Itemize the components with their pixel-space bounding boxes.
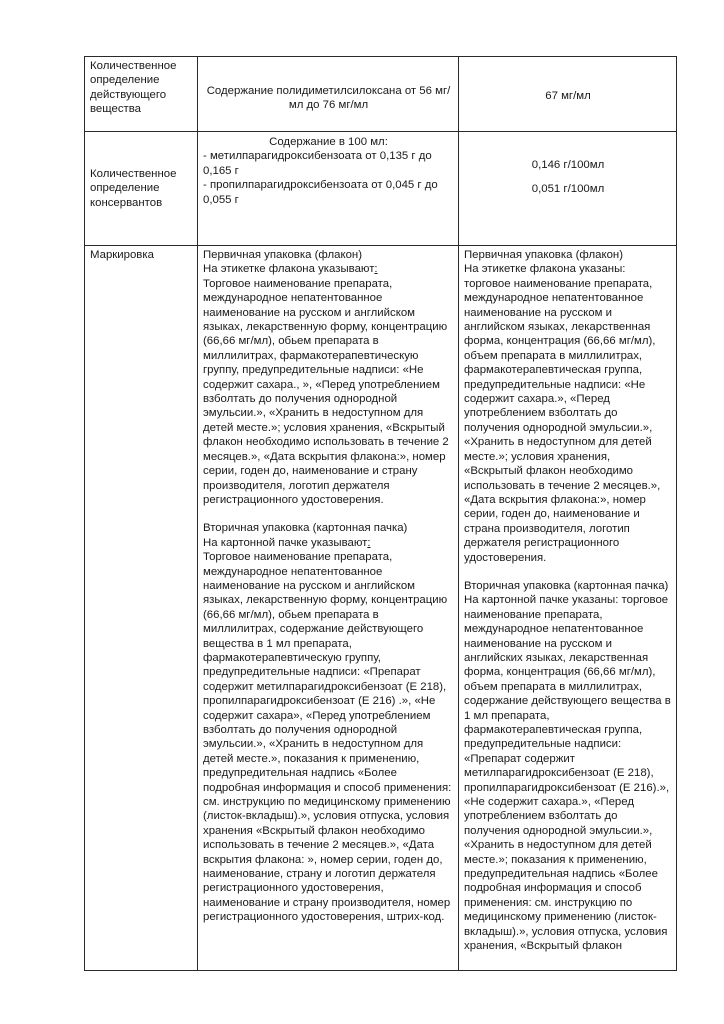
result-cell	[459, 132, 677, 246]
intro-colon: :	[374, 263, 378, 276]
paragraph-gap	[464, 565, 672, 579]
requirement-line: - метилпарагидроксибензоата от 0,135 г до 0,165 г	[203, 150, 432, 177]
result-cell: 67 мг/мл	[459, 57, 677, 132]
result-value: 0,051 г/100мл	[531, 183, 605, 196]
secondary-package-text: Торговое наименование препарата, международное непатентованное наименование на русском и английском языках, лекарственную форму, концентрацию (66,66 мг/мл), обьем препарата в миллилитрах, содержание действующего вещества в 1 мл препарата, фармакотерапевтическую группу, предупредительные надписи: «Препарат содержит метилпарагидроксибензоат (Е 218), пропилпарагидроксибензоат (Е 216) .», «Не содержит сахара», «Перед употреблением взболтать до получения однородной эмульсии.», «Хранить в недоступном для детей месте.», показания к применению, предупредительная надпись «Более подробная информация и способ применения: см. инструкцию по медицинскому применению (листок-вкладыш).», условия отпуска, условия хранения «Вскрытый флакон необходимо использовать в течение 2 месяцев.», «Дата вскрытия флакона: », номер серии, годен до, наименование, страну и логотип держателя регистрационного удостоверения, наименование и страну производителя, номер регистрационного удостоверения, штрих-код.	[203, 551, 452, 924]
secondary-package-title: Вторичная упаковка (картонная пачка)	[203, 522, 408, 535]
primary-package-title: Первичная упаковка (флакон)	[464, 249, 624, 261]
result-cell	[459, 246, 677, 971]
table-row	[85, 246, 677, 971]
parameter-cell: Маркировка	[85, 246, 198, 971]
paragraph-gap	[203, 507, 454, 521]
intro-text: На картонной пачке указывают	[203, 536, 368, 549]
requirement-header: Содержание в 100 мл:	[269, 136, 388, 148]
result-value: 0,146 г/100мл	[531, 159, 605, 171]
primary-package-title: Первичная упаковка (флакон)	[203, 249, 363, 261]
specification-table	[84, 56, 677, 971]
primary-package-text: На этикетке флакона указаны: торговое наименование препарата, международное непатентованное наименование на русском и английском языках, лекарственная форма, концентрация (66,66 мг/мл), объем препарата в миллилитрах, фармакотерапевтическая группа, предупредительные надписи: «Не содержит сахара.», «Перед употреблением взболтать до получения однородной эмульсии.», «Хранить в недоступном для детей месте.»; условия хранения, «Вскрытый флакон необходимо использовать в течение 2 месяцев.», «Дата вскрытия флакона:», номер серии, годен до, наименование и страна производителя, логотип держателя регистрационного удостоверения.	[464, 263, 661, 564]
table-row	[85, 132, 677, 246]
primary-package-intro	[203, 262, 454, 276]
requirement-cell	[198, 132, 459, 246]
primary-package-text: Торговое наименование препарата, международное непатентованное наименование на русском и английском языках, лекарственную форму, концентрацию (66,66 мг/мл), обьем препарата в миллилитрах, фармакотерапевтическую группу, предупредительные надписи: «Не содержит сахара., », «Перед употреблением взболтать до получения однородной эмульсии.», «Хранить в недоступном для детей месте.»; условия хранения, «Вскрытый флакон необходимо использовать в течение 2 месяцев.», «Дата вскрытия флакона:», номер серии, годен до, наименование и страну производителя, логотип держателя регистрационного удостоверения.	[203, 277, 449, 506]
requirement-line: - пропилпарагидроксибензоата от 0,045 г до 0,055 г	[203, 179, 438, 206]
secondary-package-text: На картонной пачке указаны: торговое наименование препарата, международное непатентованное наименование на русском и английских языках, лекарственная форма, концентрация (66,66 мг/мл), объем препарата в миллилитрах, содержание действующего вещества в 1 мл препарата, фармакотерапевтическая группа, предупредительные надписи: «Препарат содержит метилпарагидроксибензоат (Е 218), пропилпарагидроксибензоат (Е 216).», «Не содержит сахара.», «Перед употреблением взболтать до получения однородной эмульсии.», «Хранить в недоступном для детей месте.»; показания к применению, предупредительная надпись «Более подробная информация и способ применения: см. инструкцию по медицинскому применению (листок-вкладыш).», условия отпуска, условия хранения, «Вскрытый флакон	[464, 594, 671, 953]
intro-colon: :	[367, 536, 371, 549]
secondary-package-intro	[203, 536, 454, 550]
parameter-cell: Количественное определение консервантов	[85, 132, 198, 246]
secondary-package-title: Вторичная упаковка (картонная пачка)	[464, 579, 669, 592]
requirement-cell: Содержание полидиметилсилоксана от 56 мг/мл до 76 мг/мл	[198, 57, 459, 132]
requirement-cell	[198, 246, 459, 971]
intro-text: На этикетке флакона указывают	[203, 263, 375, 276]
parameter-cell: Количественное определение действующего вещества	[85, 57, 198, 132]
table-row	[85, 57, 677, 132]
